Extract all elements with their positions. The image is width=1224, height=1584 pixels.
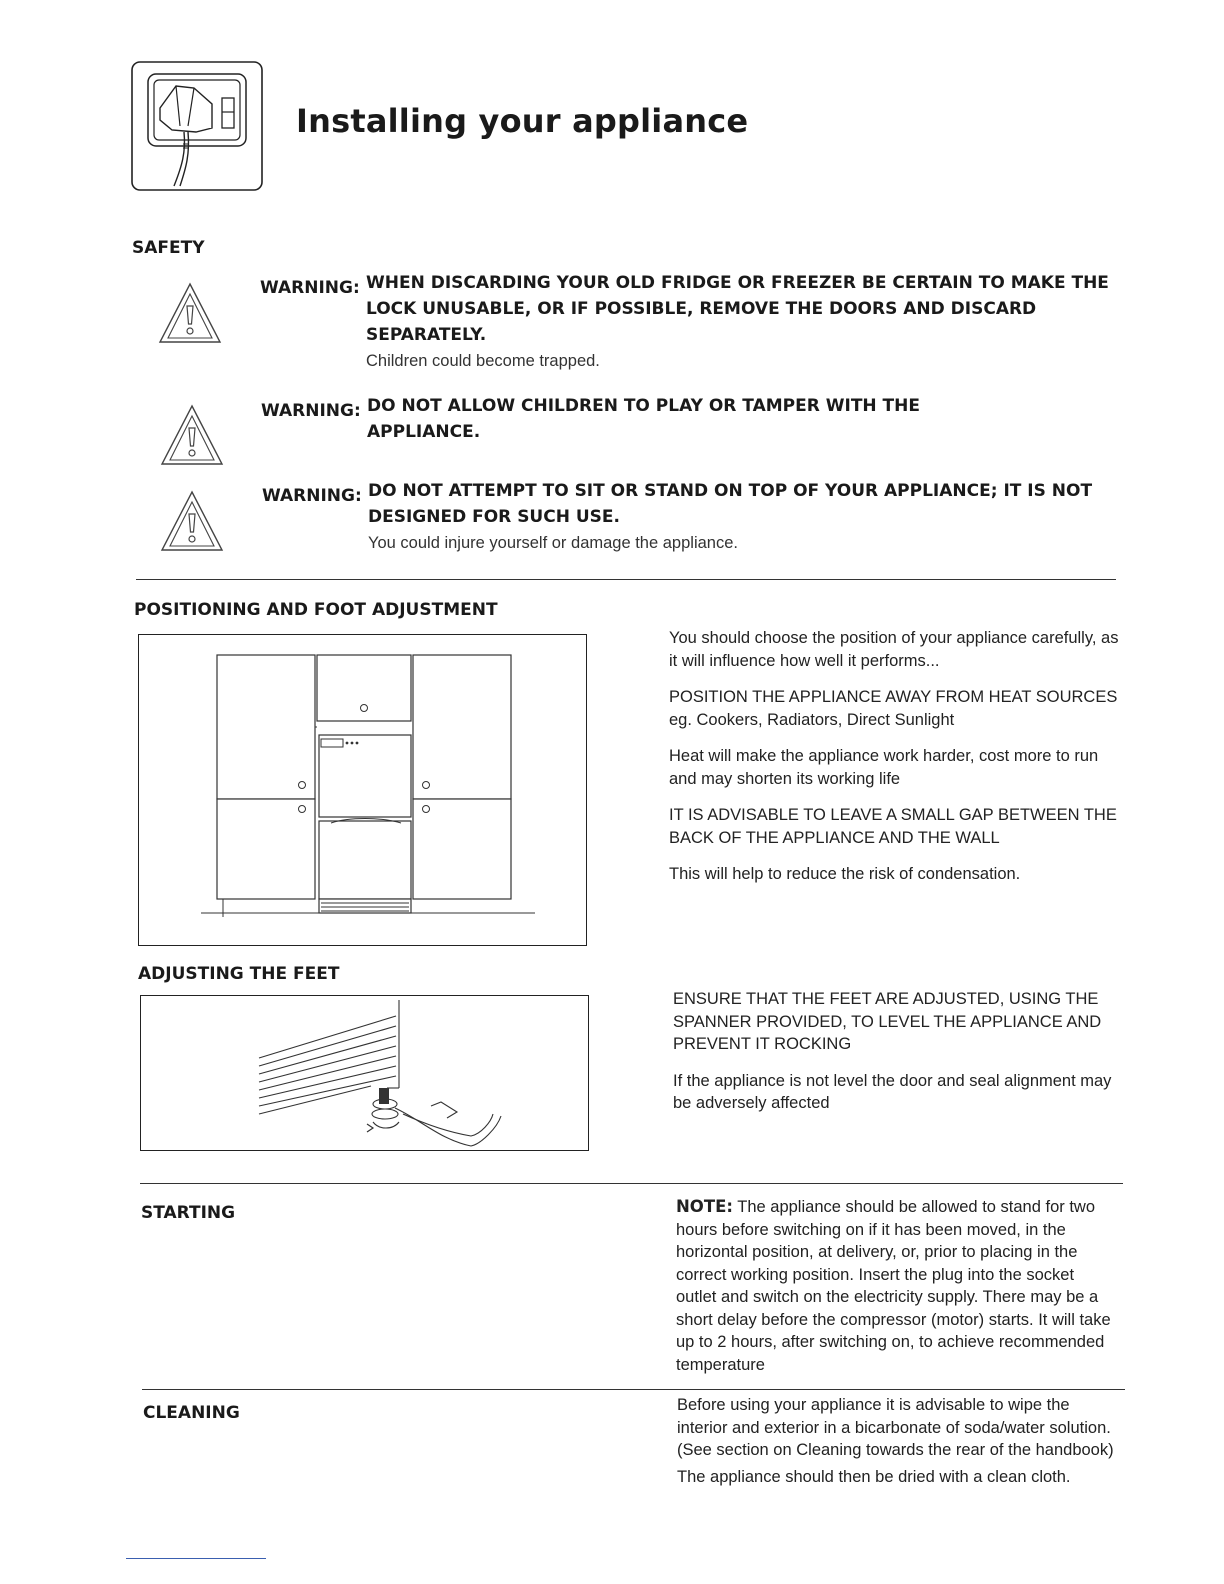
- positioning-text: [669, 627, 1119, 900]
- warning-label: WARNING:: [260, 278, 360, 298]
- warning-2-text: DO NOT ALLOW CHILDREN TO PLAY OR TAMPER WITH THE APPLIANCE.: [367, 396, 920, 442]
- warning-triangle-icon: [156, 280, 224, 348]
- paragraph: IT IS ADVISABLE TO LEAVE A SMALL GAP BETWEEN THE BACK OF THE APPLIANCE AND THE WALL: [669, 806, 1117, 847]
- warning-triangle-icon: [158, 488, 226, 556]
- starting-heading: STARTING: [141, 1203, 236, 1223]
- positioning-heading: POSITIONING AND FOOT ADJUSTMENT: [134, 600, 498, 620]
- paragraph: POSITION THE APPLIANCE AWAY FROM HEAT SOURCES eg. Cookers, Radiators, Direct Sunlight: [669, 688, 1118, 729]
- warning-note: You could injure yourself or damage the appliance.: [368, 534, 738, 552]
- page-title: Installing your appliance: [296, 102, 749, 140]
- note-text: The appliance should be allowed to stand for two hours before switching on if it has been moved, in the horizontal position, at delivery, or, prior to placing in the correct working position. Insert the plug into the socket outlet and switch on the electricity supply. There may be a short delay before the compressor (motor) starts. It will take up to 2 hours, after switching on, to achieve recommended temperature: [676, 1198, 1111, 1374]
- warning-note: Children could become trapped.: [366, 352, 600, 370]
- cleaning-text: [677, 1394, 1117, 1502]
- feet-text: [673, 988, 1118, 1129]
- starting-text: [676, 1196, 1118, 1376]
- warning-text: [368, 478, 1108, 554]
- divider: [140, 1183, 1123, 1184]
- divider: [136, 579, 1116, 580]
- feet-adjustment-illustration: [140, 995, 589, 1151]
- paragraph: ENSURE THAT THE FEET ARE ADJUSTED, USING THE SPANNER PROVIDED, TO LEVEL THE APPLIANCE AND PREVENT IT ROCKING: [673, 990, 1102, 1053]
- kitchen-units-illustration: [138, 634, 587, 946]
- divider: [142, 1389, 1125, 1390]
- safety-heading: SAFETY: [132, 238, 205, 258]
- footer-line: [126, 1558, 266, 1559]
- warning-3-text: DO NOT ATTEMPT TO SIT OR STAND ON TOP OF YOUR APPLIANCE; IT IS NOT DESIGNED FOR SUCH USE.: [368, 481, 1093, 527]
- paragraph: This will help to reduce the risk of condensation.: [669, 865, 1021, 883]
- paragraph: Heat will make the appliance work harder, cost more to run and may shorten its working life: [669, 747, 1099, 788]
- feet-heading: ADJUSTING THE FEET: [138, 964, 340, 984]
- paragraph: Before using your appliance it is advisable to wipe the interior and exterior in a bicarbonate of soda/water solution. (See section on Cleaning towards the rear of the handbook): [677, 1396, 1114, 1459]
- paragraph: You should choose the position of your appliance carefully, as it will influence how well it performs...: [669, 629, 1119, 670]
- warning-text: [366, 270, 1118, 372]
- warning-label: WARNING:: [261, 401, 361, 421]
- paragraph: If the appliance is not level the door and seal alignment may be adversely affected: [673, 1071, 1112, 1112]
- warning-label: WARNING:: [262, 486, 362, 506]
- plug-socket-icon: [130, 60, 264, 192]
- note-label: NOTE:: [676, 1197, 733, 1216]
- paragraph: The appliance should then be dried with a clean cloth.: [677, 1467, 1071, 1486]
- cleaning-heading: CLEANING: [143, 1403, 240, 1423]
- warning-1-text: WHEN DISCARDING YOUR OLD FRIDGE OR FREEZER BE CERTAIN TO MAKE THE LOCK UNUSABLE, OR IF POSSIBLE, REMOVE THE DOORS AND DISCARD SEPARATELY.: [366, 273, 1109, 345]
- warning-triangle-icon: [158, 402, 226, 470]
